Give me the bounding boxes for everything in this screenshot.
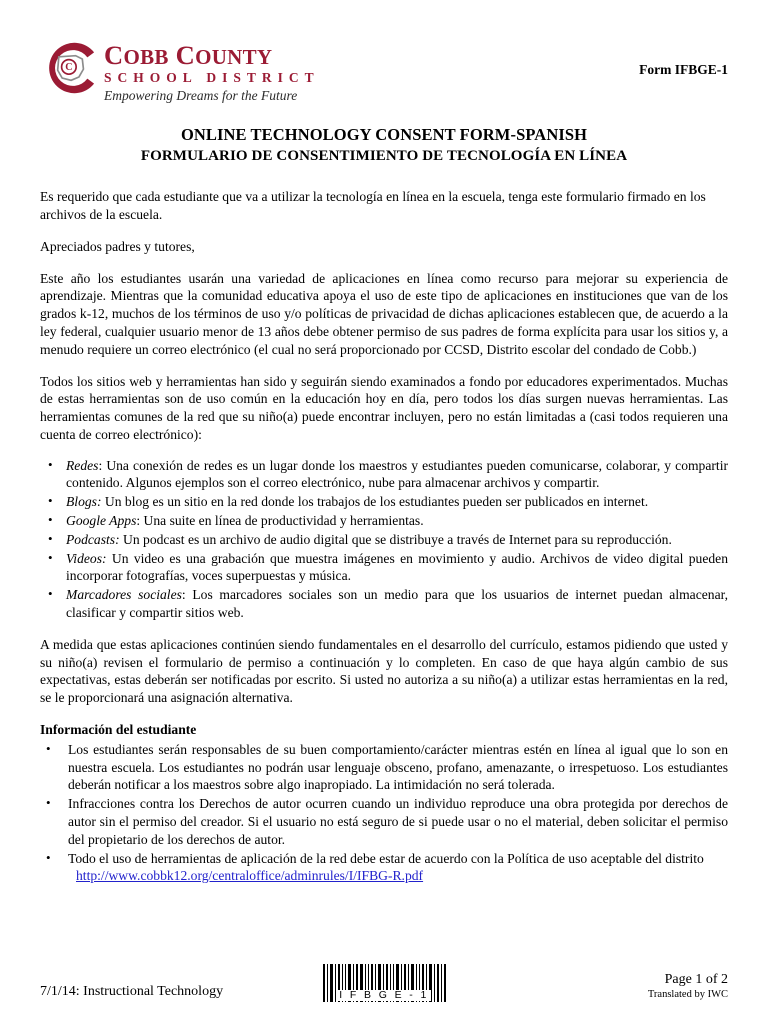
tool-term: Videos: xyxy=(66,550,107,566)
rule-text: Todo el uso de herramientas de aplicación de la red debe estar de acuerdo con la Política de uso aceptable del distrito xyxy=(68,850,704,866)
page-header xyxy=(40,40,728,112)
logo-c1: C xyxy=(104,40,124,70)
tool-term-suffix: : xyxy=(136,513,141,529)
logo-title-line xyxy=(104,42,320,69)
district-logo xyxy=(42,40,320,105)
logo-subtitle-line: SCHOOL DISTRICT xyxy=(104,69,320,85)
salutation: Apreciados padres y tutores, xyxy=(40,238,195,254)
tool-term: Redes xyxy=(66,457,99,473)
form-code-label: Form IFBGE-1 xyxy=(639,62,728,77)
page-title-spanish: FORMULARIO DE CONSENTIMIENTO DE TECNOLOGÍA EN LÍNEA xyxy=(140,147,628,164)
footer-right-block xyxy=(648,972,728,1000)
tool-desc: Los marcadores sociales son un medio para que los usuarios de internet puedan almacenar, clasificar y compartir sitios web. xyxy=(66,587,728,621)
tool-desc: Un podcast es un archivo de audio digital que se distribuye a través de Internet para su reproducción. xyxy=(119,531,672,547)
form-barcode xyxy=(321,962,447,1004)
tool-term: Podcasts: xyxy=(66,531,120,547)
student-rules-list xyxy=(40,741,728,885)
seal-letter: C xyxy=(65,62,73,74)
logo-ounty: OUNTY xyxy=(195,45,273,69)
paragraph-tools-intro: Todos los sitios web y herramientas han sido y seguirán siendo examinados a fondo por educadores experimentados. Muchas de estas herramientas son de uso común en la educación hoy en día, pero todos los días surgen nuevas herramientas. Las herramientas comunes de la red que su niño(a) puede encontrar incluyen, pero no están limitadas a (casi todos requieren una cuenta de correo electrónico): xyxy=(40,373,728,442)
list-item xyxy=(40,457,728,493)
footer-revision-label: 7/1/14: Instructional Technology xyxy=(40,984,224,999)
list-item xyxy=(40,850,728,886)
page-title-english: ONLINE TECHNOLOGY CONSENT FORM-SPANISH xyxy=(180,125,588,144)
tool-desc: Un video es una grabación que muestra imágenes en movimiento y audio. Archivos de video digital pueden incorporar fotografías, voces superpuestas y música. xyxy=(66,550,728,584)
document-titles xyxy=(40,125,728,166)
list-item xyxy=(40,550,728,586)
tool-desc: Una conexión de redes es un lugar donde los maestros y estudiantes pueden comunicarse, colaborar, y compartir contenido. Algunos ejemplos son el correo electrónico, nube para almacenar archivos y compartir. xyxy=(66,457,728,491)
page-footer xyxy=(40,960,728,1016)
tool-desc: Una suite en línea de productividad y herramientas. xyxy=(140,513,424,529)
page-number: Page 1 of 2 xyxy=(664,972,728,987)
tool-term: Google Apps xyxy=(66,513,137,529)
tool-term-suffix: : xyxy=(181,587,186,603)
tool-term: Blogs: xyxy=(66,494,102,510)
barcode-label: I F B G E - 1 xyxy=(339,989,429,1001)
paragraph-permission: A medida que estas aplicaciones continúen siendo fundamentales en el desarrollo del currículo, estamos pidiendo que usted y su niño(a) revisen el formulario de permiso a continuación y lo completen. En caso de que haya algún cambio de sus expectativas, estas deberán ser notificadas por escrito. Si usted no autoriza a su niño(a) a utilizar estas herramientas en la red, se le proporcionará una asignación alternativa. xyxy=(40,636,728,706)
list-item xyxy=(40,531,728,549)
paragraph-applications: Este año los estudiantes usarán una variedad de aplicaciones en línea como recurso para mejorar su experiencia de aprendizaje. Mientras que la comunidad educativa apoya el uso de este tipo de aplicaciones en instituciones que van de los grados k-12, muchos de los términos de uso y/o políticas de privacidad de dichas aplicaciones establecen que, de acuerdo a la ley federal, cualquier usuario menor de 13 años debe obtener permiso de sus padres de forma explícita para usar los sitios y, a menudo requiere un correo electrónico (el cual no será proporcionado por CCSD, Distrito escolar del condado de Cobb.) xyxy=(40,270,728,357)
tool-term: Marcadores sociales xyxy=(66,587,182,603)
student-info-heading: Información del estudiante xyxy=(40,722,197,738)
document-body xyxy=(40,188,728,885)
document-page xyxy=(0,40,768,1034)
list-item: • Los estudiantes serán responsables de su buen comportamiento/carácter mientras estén en línea al igual que lo son en nuestra escuela. Los estudiantes no podrán usar lenguaje obsceno, profano, amenazante, o irrespetuoso. Los estudiantes deberán notificar a los maestros sobre algo inapropiado. La intimidación no será tolerada. xyxy=(40,741,728,794)
logo-obb: OBB xyxy=(123,45,169,69)
logo-wordmark xyxy=(104,40,320,105)
logo-c2: C xyxy=(175,40,196,70)
cobb-county-seal-icon xyxy=(42,40,98,96)
acceptable-use-policy-link[interactable]: http://www.cobbk12.org/centraloffice/adminrules/I/IFBG-R.pdf xyxy=(76,868,424,884)
list-item: • Infracciones contra los Derechos de autor ocurren cuando un individuo reproduce una obra protegida por derechos de autor sin el permiso del creador. Si el usuario no está seguro de si puede usar o no el material, deben solicitar el permiso del propietario de los derechos de autor. xyxy=(40,795,728,848)
intro-paragraph: Es requerido que cada estudiante que va a utilizar la tecnología en línea en la escuela, tenga este formulario firmado en los archivos de la escuela. xyxy=(40,189,706,222)
list-item xyxy=(40,586,728,622)
logo-tagline: Empowering Dreams for the Future xyxy=(104,88,298,104)
list-item xyxy=(40,512,728,530)
tools-list xyxy=(40,457,728,622)
list-item xyxy=(40,493,728,511)
tool-term-suffix: : xyxy=(98,457,103,473)
tool-desc: Un blog es un sitio en la red donde los trabajos de los estudiantes pueden ser publicados en internet. xyxy=(101,494,649,510)
translated-by-label: Translated by IWC xyxy=(647,989,728,1000)
